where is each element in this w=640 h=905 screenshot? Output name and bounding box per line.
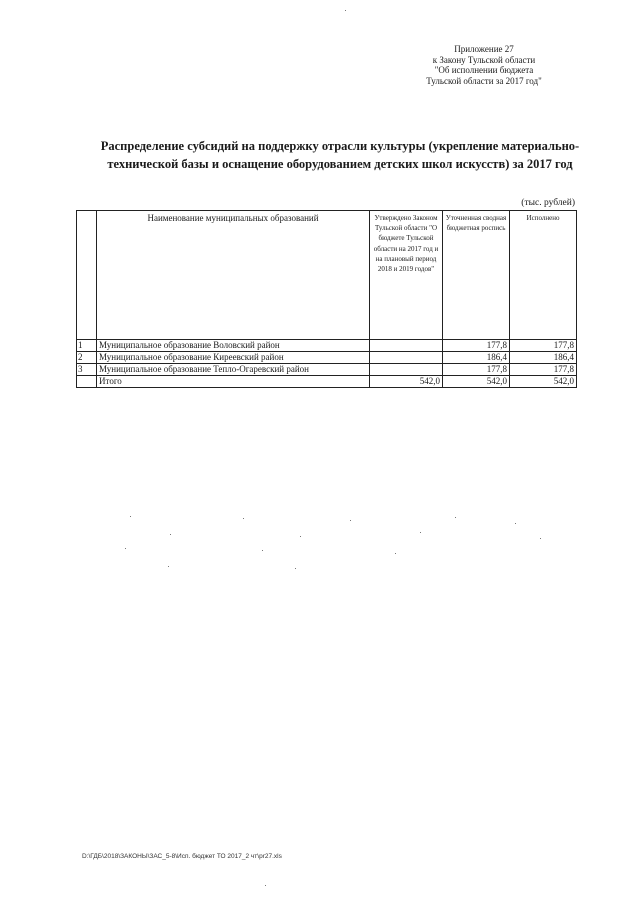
row-refined: 177,8 bbox=[443, 364, 510, 376]
appendix-line: "Об исполнении бюджета bbox=[434, 65, 534, 75]
table-header-row bbox=[77, 211, 577, 340]
scan-speck bbox=[300, 536, 301, 537]
row-executed: 177,8 bbox=[510, 340, 577, 352]
scan-speck bbox=[540, 538, 541, 539]
row-index: 1 bbox=[77, 340, 97, 352]
total-label: Итого bbox=[97, 376, 370, 388]
row-name: Муниципальное образование Воловский район bbox=[97, 340, 370, 352]
row-approved bbox=[370, 352, 443, 364]
row-refined: 177,8 bbox=[443, 340, 510, 352]
header-index bbox=[77, 211, 97, 340]
scan-speck bbox=[170, 534, 171, 535]
scan-speck bbox=[168, 566, 169, 567]
header-name: Наименование муниципальных образований bbox=[97, 211, 370, 340]
table-total-row bbox=[77, 376, 577, 388]
row-approved bbox=[370, 340, 443, 352]
scan-speck bbox=[395, 553, 396, 554]
scan-speck bbox=[420, 532, 421, 533]
scan-speck bbox=[265, 885, 266, 886]
title-line-1: Распределение субсидий на поддержку отрасли культуры (укрепление материально- bbox=[100, 139, 580, 153]
appendix-header bbox=[380, 44, 588, 86]
total-approved: 542,0 bbox=[370, 376, 443, 388]
total-index bbox=[77, 376, 97, 388]
units-label: (тыс. рублей) bbox=[521, 198, 575, 208]
scan-speck bbox=[130, 516, 131, 517]
table-row bbox=[77, 340, 577, 352]
row-refined: 186,4 bbox=[443, 352, 510, 364]
row-name: Муниципальное образование Киреевский район bbox=[97, 352, 370, 364]
scan-speck bbox=[125, 548, 126, 549]
row-executed: 177,8 bbox=[510, 364, 577, 376]
row-executed: 186,4 bbox=[510, 352, 577, 364]
appendix-line: к Закону Тульской области bbox=[432, 54, 536, 65]
header-refined: Уточненная сводная бюджетная роспись bbox=[443, 211, 510, 340]
scan-speck bbox=[345, 10, 346, 11]
appendix-line: Приложение 27 bbox=[454, 44, 514, 54]
header-executed: Исполнено bbox=[510, 211, 577, 340]
row-index: 3 bbox=[77, 364, 97, 376]
table-row bbox=[77, 364, 577, 376]
scan-speck bbox=[350, 520, 351, 521]
total-executed: 542,0 bbox=[510, 376, 577, 388]
table-row bbox=[77, 352, 577, 364]
header-approved: Утверждено Законом Тульской области "О бюджете Тульской области на 2017 год и на плановый период 2018 и 2019 годов" bbox=[370, 211, 443, 340]
title-line-2: технической базы и оснащение оборудованием детских школ искусств) за 2017 год bbox=[107, 157, 573, 171]
row-name: Муниципальное образование Тепло-Огаревский район bbox=[97, 364, 370, 376]
scan-speck bbox=[243, 518, 244, 519]
file-path-footer: D:\ГДБ\2018\ЗАКОНЫ\ЗАС_5-8\Исп. бюджет ТО 2017_2 чт\pr27.xls bbox=[82, 853, 282, 860]
scan-speck bbox=[455, 517, 456, 518]
total-refined: 542,0 bbox=[443, 376, 510, 388]
row-index: 2 bbox=[77, 352, 97, 364]
document-title bbox=[60, 137, 620, 173]
subsidy-table bbox=[76, 210, 577, 388]
scan-speck bbox=[515, 523, 516, 524]
appendix-line: Тульской области за 2017 год" bbox=[426, 75, 542, 86]
scan-speck bbox=[262, 550, 263, 551]
scan-speck bbox=[295, 568, 296, 569]
row-approved bbox=[370, 364, 443, 376]
